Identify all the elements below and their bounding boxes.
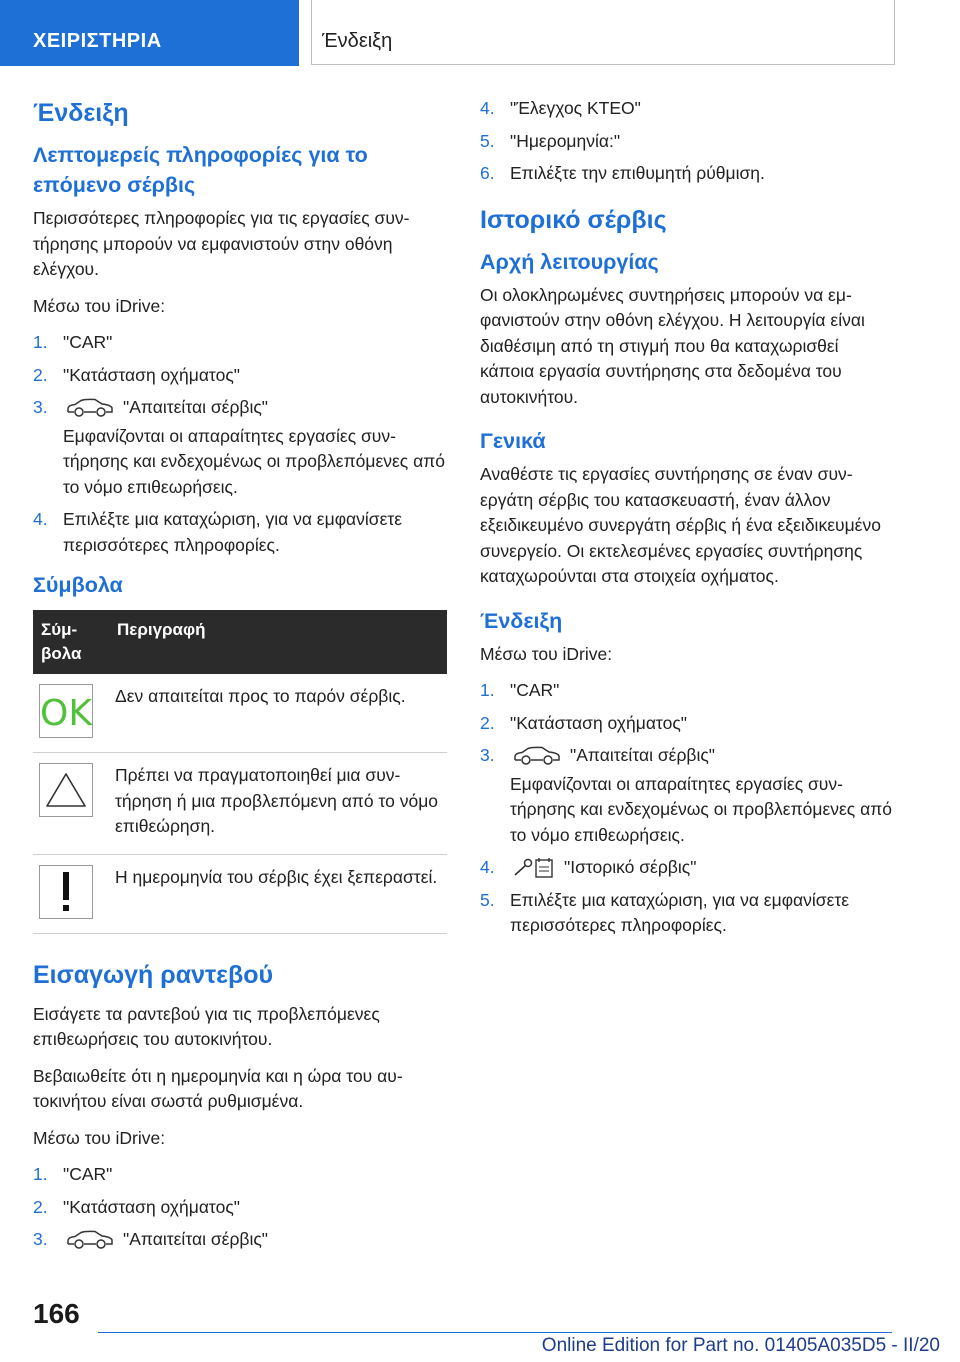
list-item: 1. "CAR" [480,680,560,700]
column-header-symbols: Σύμβολα [33,610,109,674]
topic-tab [311,0,895,65]
table-cell: Πρέπει να πραγματοποιηθεί μια συντήρηση ή μια προβλεπόμενη από το νόμο επιθεώρηση. [109,753,447,855]
column-header-description: Περιγραφή [109,610,447,674]
list-item: 4. "Έλεγχος ΚΤΕΟ" [480,98,641,118]
list-item: 1. "CAR" [33,1164,113,1184]
car-icon [512,746,562,766]
steps-list [480,678,894,939]
table-row [33,753,447,855]
steps-list [33,330,447,558]
steps-list-continued [480,96,894,187]
section-tab [0,0,299,66]
section-title-display: Ένδειξη [33,99,129,127]
list-item: 2. "Κατάσταση οχήματος" [33,364,240,385]
section-label: ΧΕΙΡΙΣΤΗΡΙΑ [33,30,162,52]
section-title-appointment: Εισαγωγή ραντεβού [33,960,274,989]
paragraph: Αναθέστε τις εργασίες συντήρησης σε έναν συνεργάτη σέρβις του κατασκευαστή, έναν άλλον εξειδικευμένο συνεργάτη σέρβις ή ένα εξειδικευμένο συνεργείο. Οι εκτελεσμένες εργασίες συντήρησης καταχωρούνται στα στοιχεία οχήματος. [480,464,881,586]
list-item: 3. "Απαιτείται σέρβις" Εμφανίζονται οι απαραίτητες εργασίες συντήρησης και ενδεχομένως οι προβλεπόμενες από το νόμο επιθεωρήσεις. [480,745,893,845]
left-column [33,96,447,1265]
svg-text:OK: OK [40,693,92,731]
exclamation-icon [39,865,93,919]
list-item: 6. Επιλέξτε την επιθυμητή ρύθμιση. [480,163,765,183]
paragraph: Βεβαιωθείτε ότι η ημερομηνία και η ώρα του αυτοκινήτου είναι σωστά ρυθμισμένα. [33,1065,403,1111]
table-header-row [33,610,447,674]
subsection-title-details: Λεπτομερείς πληροφορίες για το επόμενο σέρβις [33,143,368,197]
ok-icon [39,684,93,738]
subsection-title-symbols: Σύμβολα [33,573,123,597]
paragraph: Περισσότερες πληροφορίες για τις εργασίες συντήρησης μπορούν να εμφανιστούν στην οθόνη ελέγχου. [33,208,410,279]
paragraph: Μέσω του iDrive: [33,1127,166,1148]
table-cell: Η ημερομηνία του σέρβις έχει ξεπεραστεί. [109,854,447,933]
table-row [33,854,447,933]
list-item: 3. "Απαιτείται σέρβις" Εμφανίζονται οι απαραίτητες εργασίες συντήρησης και ενδεχομένως οι προβλεπόμενες από το νόμο επιθεωρήσεις. [33,397,446,497]
list-item: 5. "Ημερομηνία:" [480,130,621,151]
footer-divider [98,1332,892,1333]
paragraph: Εισάγετε τα ραντεβού για τις προβλεπόμενες επιθεωρήσεις του αυτοκινήτου. [33,1003,380,1049]
table-cell: Δεν απαιτείται προς το παρόν σέρβις. [109,674,447,753]
topic-label: Ένδειξη [322,30,393,52]
list-item: 2. "Κατάσταση οχήματος" [480,712,687,733]
service-history-icon [512,857,556,879]
subsection-title-principle: Αρχή λειτουργίας [480,249,659,274]
edition-note: Online Edition for Part no. 01405A035D5 - II/20 [541,1335,940,1356]
car-icon [65,398,115,418]
page-header [0,0,960,66]
paragraph: Οι ολοκληρωμένες συντηρήσεις μπορούν να εμφανιστούν στην οθόνη ελέγχου. Η λειτουργία είναι διαθέσιμη από τη στιγμή που θα καταχωρισθεί κάποια εργασία συντήρησης στα δεδομένα του αυτοκινήτου. [480,284,865,407]
subsection-title-general: Γενικά [480,429,546,453]
list-item: 5. Επιλέξτε μια καταχώριση, για να εμφανίσετε περισσότερες πληροφορίες. [480,889,850,935]
list-item: 2. "Κατάσταση οχήματος" [33,1196,240,1217]
paragraph: Μέσω του iDrive: [33,295,166,316]
steps-list [33,1162,447,1253]
ok-symbol [40,691,92,731]
warning-triangle-icon [39,763,93,817]
symbols-table [33,610,447,934]
list-item: 4. "Ιστορικό σέρβις" [480,855,894,881]
table-row [33,674,447,753]
page-number: 166 [33,1298,80,1329]
list-item: 3. "Απαιτείται σέρβις" [33,1229,269,1249]
list-item: 1. "CAR" [33,332,113,352]
list-item: 4. Επιλέξτε μια καταχώριση, για να εμφανίσετε περισσότερες πληροφορίες. [33,509,403,555]
section-title-history: Ιστορικό σέρβις [480,205,667,234]
paragraph: Μέσω του iDrive: [480,643,613,664]
subsection-title-display: Ένδειξη [480,608,563,633]
car-icon [65,1230,115,1250]
right-column [480,96,894,951]
